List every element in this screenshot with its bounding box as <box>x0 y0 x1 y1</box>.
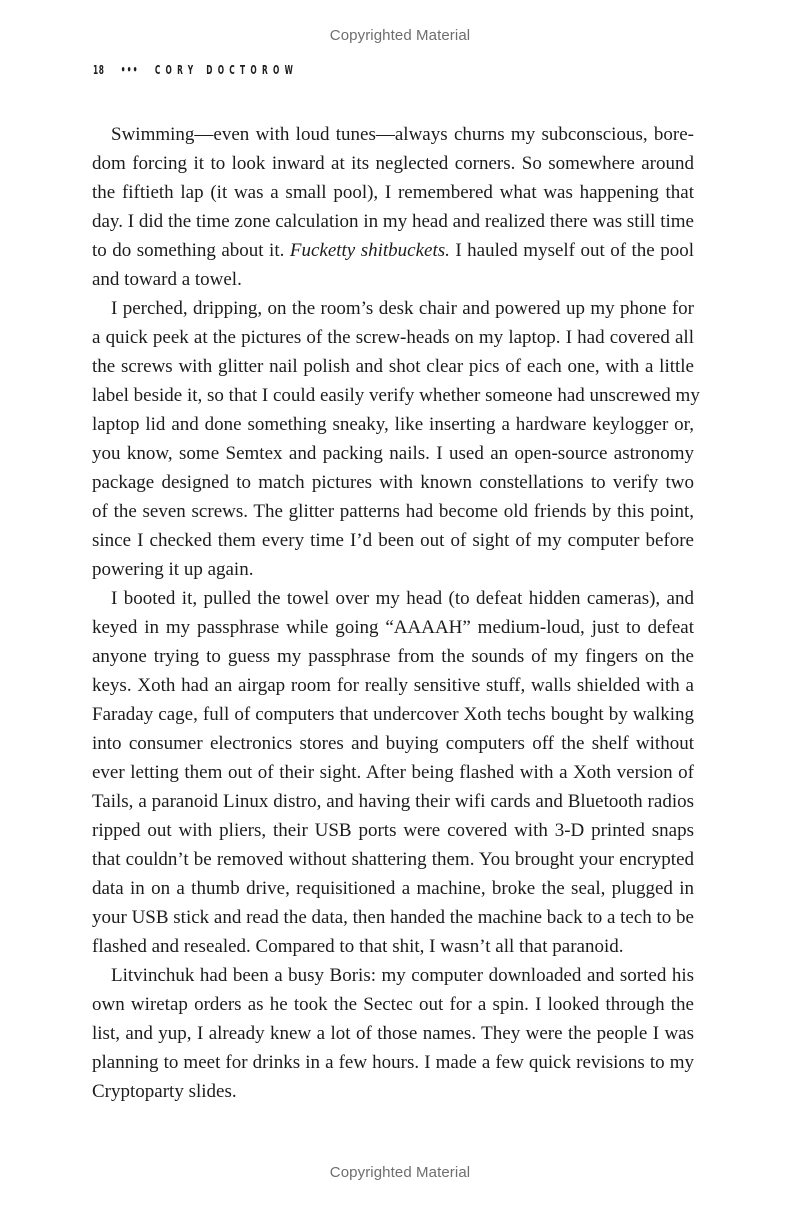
page-number: 18 <box>93 63 105 77</box>
paragraph-3 <box>92 584 694 961</box>
text-line: keyed in my passphrase while going “AAAAH” medium-loud, just to defeat <box>92 617 694 638</box>
text-line: Swimming—even with loud tunes—always churns my subconscious, bore- <box>111 124 694 145</box>
paragraph-2 <box>92 294 700 584</box>
text-line: ever letting them out of their sight. After being flashed with a Xoth version of <box>92 762 694 783</box>
text-line: your USB stick and read the data, then handed the machine back to a tech to be <box>92 907 694 928</box>
text-line: flashed and resealed. Compared to that shit, I wasn’t all that paranoid. <box>92 936 624 957</box>
text-line: own wiretap orders as he took the Sectec out for a spin. I looked through the <box>92 994 694 1015</box>
text-line: Cryptoparty slides. <box>92 1081 237 1102</box>
copyright-watermark-bottom: Copyrighted Material <box>329 1164 471 1181</box>
text-line: a quick peek at the pictures of the screw-heads on my laptop. I had covered all <box>92 327 694 348</box>
text-line: since I checked them every time I’d been out of sight of my computer before <box>92 530 694 551</box>
text-line: Faraday cage, full of computers that undercover Xoth techs bought by walking <box>92 704 694 725</box>
text-line: day. I did the time zone calculation in my head and realized there was still time <box>92 211 694 232</box>
running-head <box>93 63 298 77</box>
text-line: the fiftieth lap (it was a small pool), I remembered what was happening that <box>92 182 694 203</box>
running-head-separator: ••• <box>120 63 139 77</box>
text-line: laptop lid and done something sneaky, like inserting a hardware keylogger or, <box>92 414 694 435</box>
text-line: data in on a thumb drive, requisitioned a machine, broke the seal, plugged in <box>92 878 694 899</box>
text-segment: I hauled myself out of the pool <box>449 240 694 261</box>
text-line: into consumer electronics stores and buying computers off the shelf without <box>92 733 694 754</box>
text-line: Litvinchuk had been a busy Boris: my computer downloaded and sorted his <box>111 965 694 986</box>
text-line: package designed to match pictures with known constellations to verify two <box>92 472 694 493</box>
author-name: CORY DOCTOROW <box>154 63 299 77</box>
paragraph-1 <box>92 120 694 294</box>
text-line: label beside it, so that I could easily verify whether someone had unscrewed my <box>92 385 700 406</box>
text-line: I booted it, pulled the towel over my head (to defeat hidden cameras), and <box>111 588 694 609</box>
text-line: I perched, dripping, on the room’s desk chair and powered up my phone for <box>111 298 694 319</box>
text-line: that couldn’t be removed without shattering them. You brought your encrypted <box>92 849 694 870</box>
text-line: powering it up again. <box>92 559 254 580</box>
text-line: planning to meet for drinks in a few hours. I made a few quick revisions to my <box>92 1052 694 1073</box>
text-line-with-italic <box>92 236 694 265</box>
text-line: anyone trying to guess my passphrase from the sounds of my fingers on the <box>92 646 694 667</box>
text-line: you know, some Semtex and packing nails. I used an open-source astronomy <box>92 443 694 464</box>
italic-phrase: Fucketty shitbuckets. <box>289 240 450 261</box>
text-line: and toward a towel. <box>92 269 242 290</box>
text-line: dom forcing it to look inward at its neglected corners. So somewhere around <box>92 153 694 174</box>
text-line: list, and yup, I already knew a lot of those names. They were the people I was <box>92 1023 694 1044</box>
text-segment: to do something about it. <box>92 240 290 261</box>
text-line: ripped out with pliers, their USB ports were covered with 3-D printed snaps <box>92 820 694 841</box>
text-line: of the seven screws. The glitter patterns had become old friends by this point, <box>92 501 694 522</box>
paragraph-4 <box>92 961 694 1106</box>
text-line: Tails, a paranoid Linux distro, and having their wifi cards and Bluetooth radios <box>92 791 694 812</box>
copyright-watermark-top: Copyrighted Material <box>329 27 471 44</box>
text-line: the screws with glitter nail polish and shot clear pics of each one, with a little <box>92 356 694 377</box>
body-text <box>92 120 700 1106</box>
text-line: keys. Xoth had an airgap room for really sensitive stuff, walls shielded with a <box>92 675 694 696</box>
